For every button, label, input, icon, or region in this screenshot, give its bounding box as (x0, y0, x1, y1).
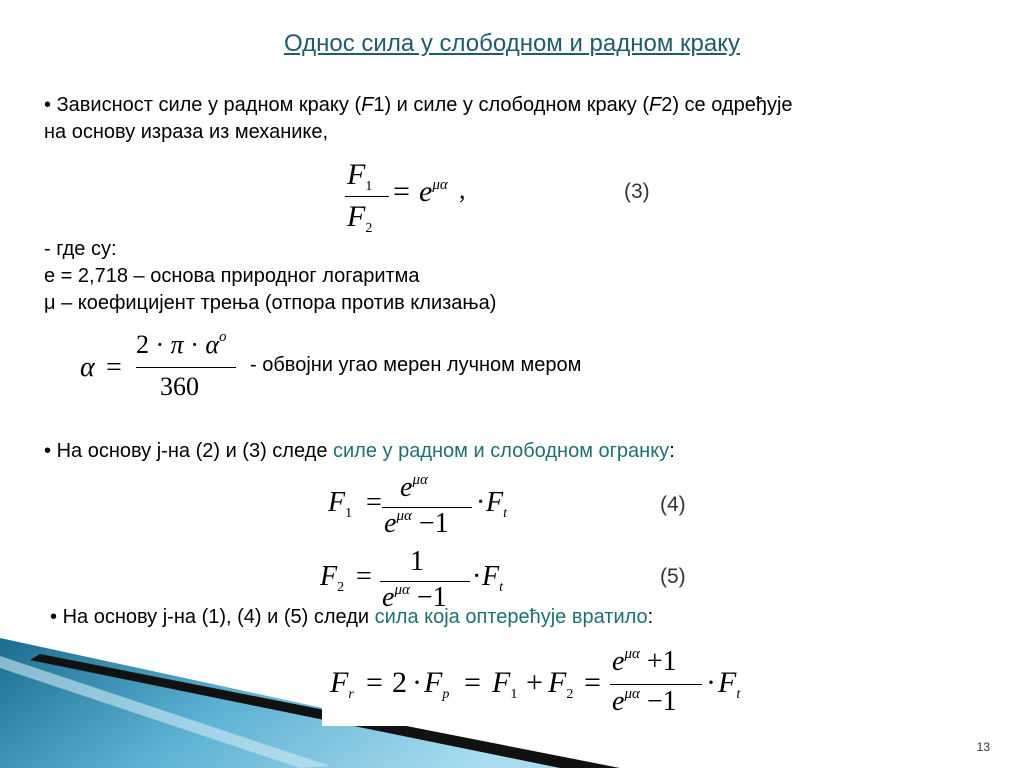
paragraph-forces (44, 438, 994, 465)
comma: , (459, 175, 466, 204)
fp-term: $F_p$ (424, 666, 450, 702)
highlight-text: сила која оптерећује вратило (374, 606, 648, 628)
alpha-numerator: $2 \cdot \pi \cdot \alpha^o$ (136, 329, 227, 359)
fraction-numerator: $F_1$ (347, 158, 373, 194)
equals-sign: = (356, 561, 372, 592)
equals-sign: = (584, 666, 601, 699)
alpha-denominator: 360 (160, 372, 199, 401)
fraction-numerator: 1 (410, 546, 424, 577)
fraction-denominator: $F_2$ (347, 200, 373, 236)
definitions-block (44, 236, 944, 317)
text-segment: На основу ј-на (1), (4) и (5) следи (62, 606, 375, 628)
fraction-denominator: $e^{\mu\alpha} -1$ (612, 686, 677, 717)
equation-number-5: (5) (660, 565, 686, 588)
multiply-dot: · (472, 561, 482, 592)
paragraph-dependence (44, 92, 994, 146)
highlight-text: силе у радном и слободном огранку (333, 440, 670, 462)
equals-sign: = (464, 666, 481, 699)
plus-sign: + (526, 666, 543, 699)
fraction-numerator: $e^{\mu\alpha}$ (400, 472, 428, 503)
equals-sign: = (393, 175, 410, 208)
ft-term: $F_t$ (482, 561, 503, 595)
equation-3 (343, 158, 493, 236)
bullet: • (44, 94, 52, 116)
bullet: • (44, 440, 52, 462)
alpha-description: - обвојни угао мерен лучном мером (250, 354, 582, 376)
definitions-heading: - где су: (44, 238, 117, 260)
fraction-bar (610, 684, 702, 685)
slide-number: 13 (976, 740, 990, 754)
fraction-denominator: $e^{\mu\alpha} -1$ (382, 582, 447, 613)
text-segment: На основу ј-на (2) и (3) следе (56, 440, 333, 462)
slide-title: Однос сила у слободном и радном краку (284, 30, 740, 57)
equation-resultant (330, 646, 750, 724)
fraction-bar (345, 196, 389, 197)
text-segment: 2) се одређује (661, 94, 793, 116)
variable-f: F (361, 94, 374, 116)
lhs-f1: $F_1$ (328, 487, 353, 521)
variable-f: F (648, 94, 662, 116)
fraction-denominator: $e^{\mu\alpha} -1$ (384, 508, 449, 539)
equals-sign: = (106, 352, 122, 383)
constant-two: 2 (392, 666, 407, 699)
definition-e: e = 2,718 – основа природног логаритма (44, 265, 420, 287)
equals-sign: = (366, 666, 383, 699)
paragraph-line-2: на основу израза из механике, (44, 121, 329, 143)
paragraph-line-1 (44, 92, 994, 119)
ft-term: $F_t$ (486, 487, 507, 521)
fraction-numerator: $e^{\mu\alpha} +1$ (612, 646, 677, 677)
f2-term: $F_2$ (548, 666, 574, 702)
multiply-dot: · (412, 666, 422, 699)
f1-term: $F_1$ (492, 666, 518, 702)
paragraph-shaft-force (50, 604, 1000, 631)
fr-term: $F_r$ (330, 666, 354, 702)
equation-number-4: (4) (660, 493, 686, 516)
text-segment: : (669, 440, 675, 462)
equation-number-3: (3) (624, 180, 650, 203)
alpha-lhs: α (80, 352, 95, 383)
equals-sign: = (366, 487, 382, 518)
text-segment: : (647, 606, 654, 628)
equation-4 (328, 470, 508, 540)
text-segment: 1) и силе у слободном краку ( (373, 94, 649, 116)
multiply-dot: · (706, 666, 716, 699)
definition-mu: μ – коефицијент трења (отпора против клизања) (44, 292, 497, 314)
text-segment: Зависност силе у радном краку ( (56, 94, 362, 116)
multiply-dot: · (476, 487, 486, 518)
ft-term: $F_t$ (718, 666, 741, 702)
alpha-formula (80, 330, 250, 406)
lhs-f2: $F_2$ (320, 561, 345, 595)
bullet: • (50, 606, 58, 628)
fraction-bar (136, 367, 236, 368)
exponential: $e^{\mu\alpha}$ (419, 175, 448, 208)
